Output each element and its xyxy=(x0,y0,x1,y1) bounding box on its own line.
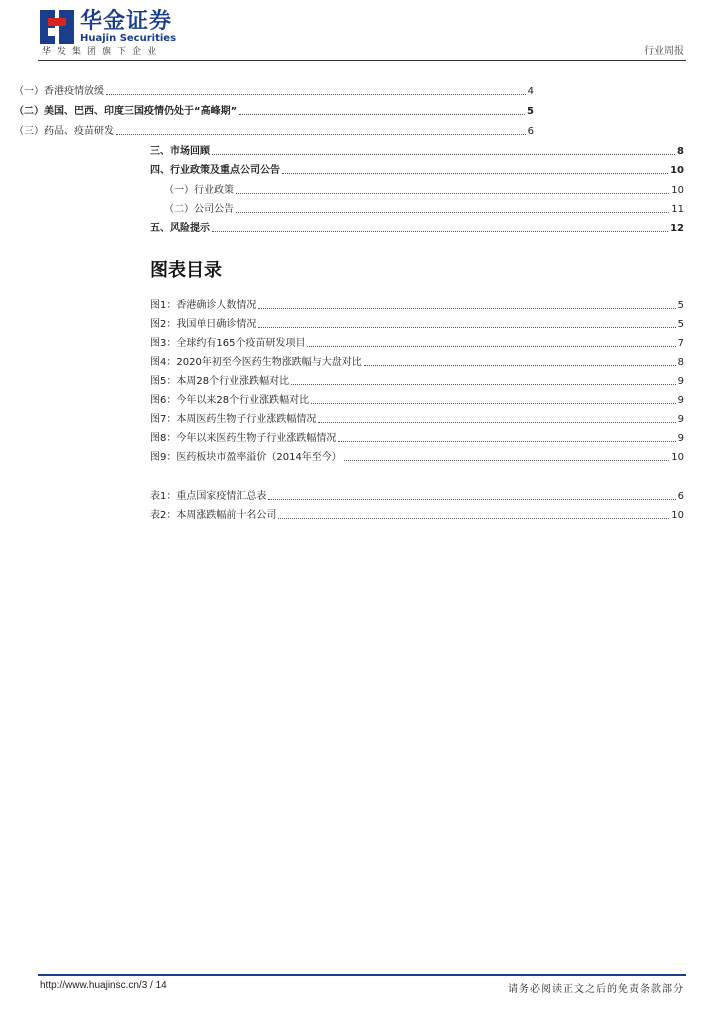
footer-url-page[interactable]: http://www.huajinsc.cn/3 / 14 xyxy=(40,980,167,991)
footer-disclaimer: 请务必阅读正文之后的免责条款部分 xyxy=(508,984,684,995)
figure-entry-text: 图8：今年以来医药生物子行业涨跌幅情况 xyxy=(150,433,337,444)
toc-leader xyxy=(106,93,526,95)
figure-entry-text: 图5：本周28个行业涨跌幅对比 xyxy=(150,376,290,387)
toc-entry-text: （三）药品、疫苗研发 xyxy=(14,126,114,137)
toc-entry-text: （二）美国、巴西、印度三国疫情仍处于“高峰期” xyxy=(14,106,238,117)
toc-entry-page: 10 xyxy=(670,165,684,176)
figure-entry-text: 图4：2020年初至今医药生物涨跌幅与大盘对比 xyxy=(150,357,362,368)
figure-entry-page: 9 xyxy=(677,376,684,387)
toc-entry-page: 10 xyxy=(671,185,684,196)
figure-entry-page: 5 xyxy=(677,319,684,330)
toc-leader xyxy=(311,402,676,404)
toc-entry-page: 8 xyxy=(677,146,684,157)
figure-entry[interactable] xyxy=(150,393,684,407)
toc-leader xyxy=(212,153,675,155)
toc-leader xyxy=(116,133,526,135)
figure-entry[interactable] xyxy=(150,431,684,445)
toc-leader xyxy=(344,459,669,461)
toc-entry[interactable] xyxy=(150,221,684,235)
figure-entry[interactable] xyxy=(150,336,684,350)
table-entry-text: 表1：重点国家疫情汇总表 xyxy=(150,491,267,502)
figure-entry[interactable] xyxy=(150,412,684,426)
toc-entry-text: 四、行业政策及重点公司公告 xyxy=(150,165,280,176)
toc-entry-text: （一）香港疫情放缓 xyxy=(14,86,104,97)
figure-entry[interactable] xyxy=(150,374,684,388)
toc-leader xyxy=(239,113,525,115)
toc-leader xyxy=(291,383,676,385)
toc-entry[interactable] xyxy=(150,144,684,158)
document-type: 行业周报 xyxy=(644,46,684,57)
toc-entry-page: 5 xyxy=(527,106,534,117)
table-entry[interactable] xyxy=(150,508,684,522)
figure-entry[interactable] xyxy=(150,355,684,369)
toc-entry[interactable] xyxy=(14,104,534,118)
toc-leader xyxy=(236,211,669,213)
figure-entry-text: 图7：本周医药生物子行业涨跌幅情况 xyxy=(150,414,317,425)
toc-leader xyxy=(236,192,669,194)
figure-entry-text: 图9：医药板块市盈率溢价（2014年至今） xyxy=(150,452,342,463)
figures-index-title: 图表目录 xyxy=(150,260,222,281)
figure-entry[interactable] xyxy=(150,298,684,312)
toc-leader xyxy=(364,364,676,366)
toc-entry[interactable] xyxy=(164,202,684,216)
figure-entry[interactable] xyxy=(150,450,684,464)
company-name-en: Huajin Securities xyxy=(80,33,177,44)
toc-entry-page: 11 xyxy=(671,204,684,215)
table-entry-page: 6 xyxy=(677,491,684,502)
footer-divider xyxy=(38,974,686,976)
toc-leader xyxy=(318,421,675,423)
toc-entry[interactable] xyxy=(14,84,534,98)
table-entry-text: 表2：本周涨跌幅前十名公司 xyxy=(150,510,277,521)
toc-entry[interactable] xyxy=(164,183,684,197)
toc-leader xyxy=(212,230,668,232)
toc-entry-page: 6 xyxy=(527,126,534,137)
huajin-logo-icon xyxy=(40,10,74,44)
figure-entry-text: 图3：全球约有165个疫苗研发项目 xyxy=(150,338,306,349)
figure-entry[interactable] xyxy=(150,317,684,331)
toc-leader xyxy=(307,345,675,347)
toc-leader xyxy=(258,307,675,309)
toc-leader xyxy=(282,172,668,174)
figure-entry-page: 9 xyxy=(677,414,684,425)
toc-entry-text: 五、风险提示 xyxy=(150,223,210,234)
toc-entry-page: 4 xyxy=(527,86,534,97)
figure-entry-text: 图1：香港确诊人数情况 xyxy=(150,300,257,311)
toc-entry-text: （二）公司公告 xyxy=(164,204,234,215)
toc-entry-text: 三、市场回顾 xyxy=(150,146,210,157)
toc-entry[interactable] xyxy=(14,124,534,138)
company-slogan: 华发集团旗下企业 xyxy=(42,47,163,57)
header-divider xyxy=(38,60,686,61)
toc-leader xyxy=(258,326,675,328)
figure-entry-page: 9 xyxy=(677,395,684,406)
figure-entry-page: 5 xyxy=(677,300,684,311)
figure-entry-text: 图2：我国单日确诊情况 xyxy=(150,319,257,330)
toc-entry[interactable] xyxy=(150,163,684,177)
figure-entry-page: 7 xyxy=(677,338,684,349)
toc-entry-text: （一）行业政策 xyxy=(164,185,234,196)
toc-entry-page: 12 xyxy=(670,223,684,234)
table-entry[interactable] xyxy=(150,489,684,503)
toc-leader xyxy=(268,498,675,500)
company-name-cn: 华金证券 xyxy=(80,9,173,34)
figure-entry-page: 10 xyxy=(671,452,684,463)
page-header xyxy=(38,6,686,58)
figure-entry-page: 9 xyxy=(677,433,684,444)
table-entry-page: 10 xyxy=(671,510,684,521)
figure-entry-page: 8 xyxy=(677,357,684,368)
toc-leader xyxy=(338,440,675,442)
toc-leader xyxy=(278,517,669,519)
figure-entry-text: 图6：今年以来28个行业涨跌幅对比 xyxy=(150,395,310,406)
